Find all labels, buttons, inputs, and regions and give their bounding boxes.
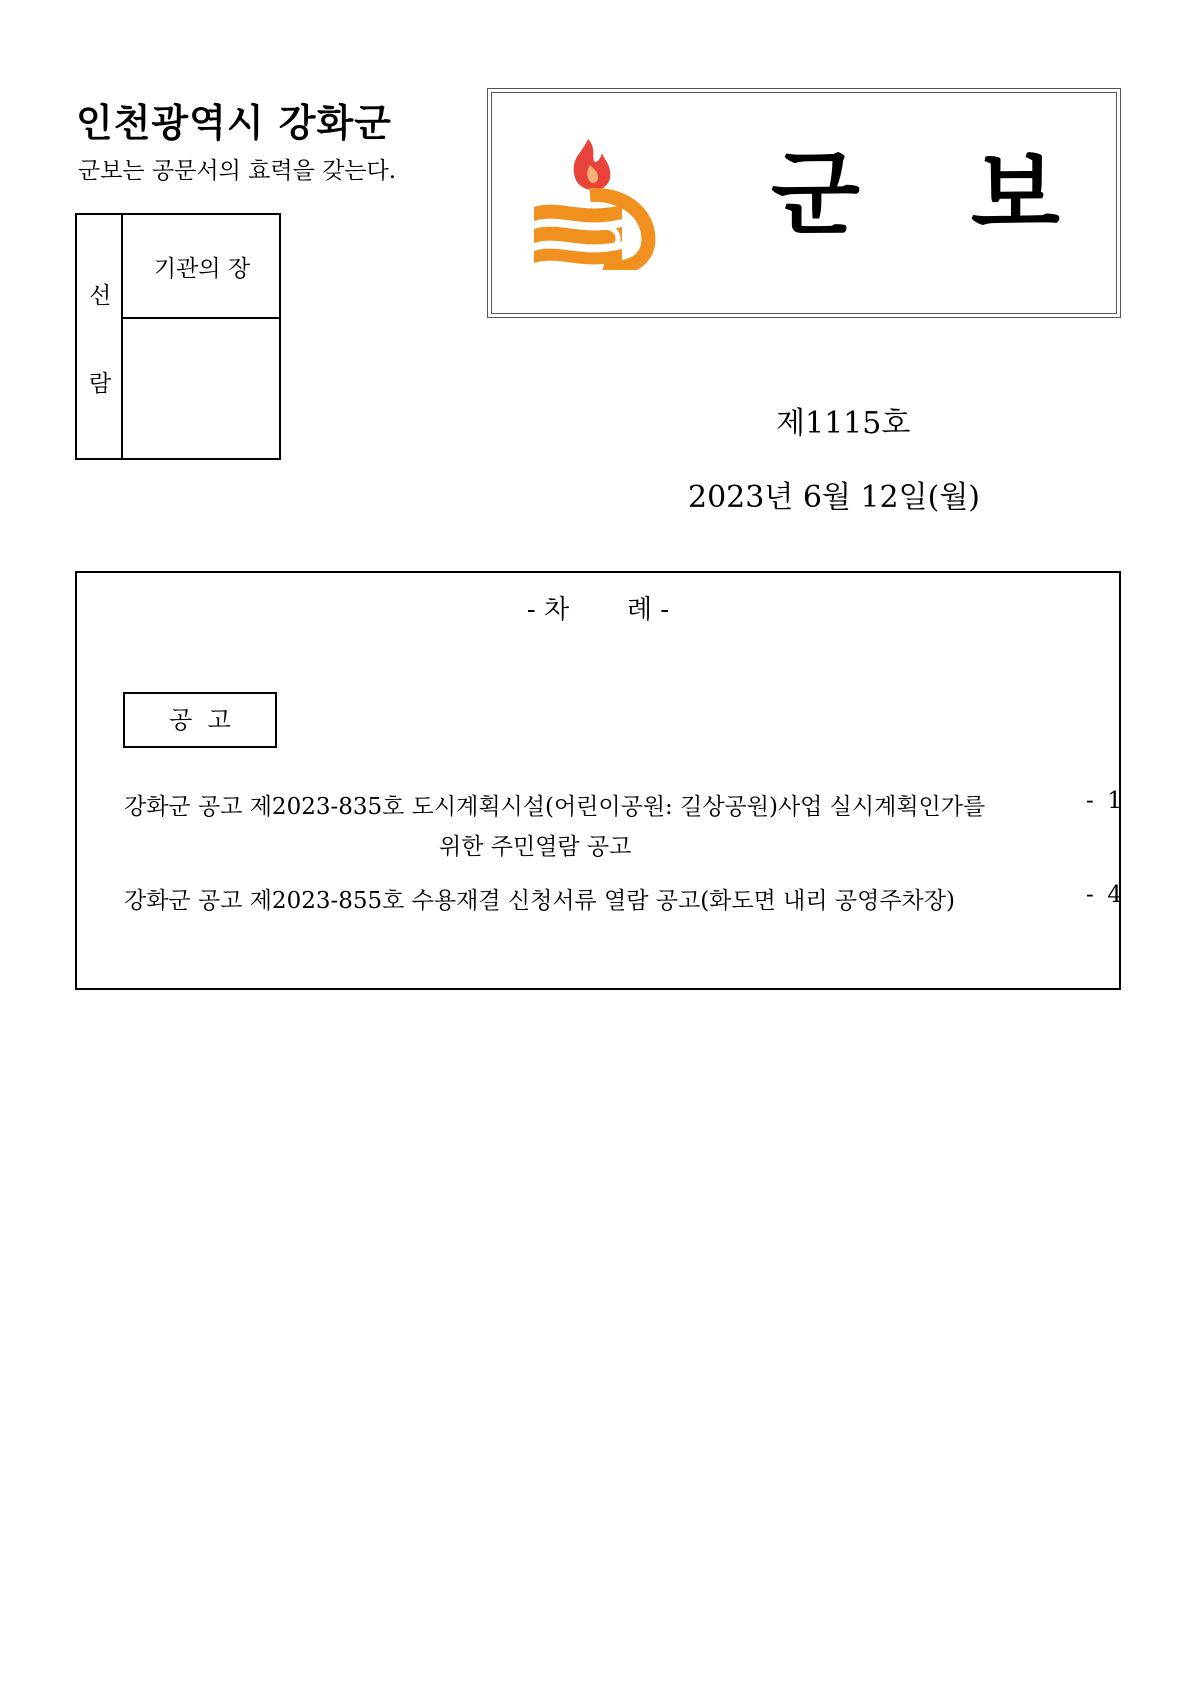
approval-head-label: 기관의 장 [153, 256, 251, 282]
approval-label-ram: 람 [89, 371, 112, 397]
gangwha-emblem-icon [530, 135, 660, 270]
approval-head-cell [123, 215, 281, 319]
entry-page-number: 1 [1107, 788, 1122, 814]
table-of-contents [75, 571, 1121, 990]
section-label-notice: 공 고 [123, 692, 277, 748]
issue-date: 2023년 6월 12일(월) [688, 480, 981, 515]
entry-leader: - [1086, 788, 1094, 814]
bulletin-subtitle: 군보는 공문서의 효력을 갖는다. [78, 158, 397, 184]
organization-name: 인천광역시 강화군 [76, 101, 392, 145]
bulletin-title-box [487, 88, 1121, 318]
approval-left-column [77, 215, 123, 458]
entry-title: 강화군 공고 제2023-835호 도시계획시설(어린이공원: 길상공원)사업 실시계획인가를 [124, 794, 986, 820]
entry-title-continuation: 위한 주민열람 공고 [439, 834, 632, 860]
contents-title: - 차 례 - [526, 595, 670, 625]
approval-box [75, 213, 281, 460]
issue-number: 제1115호 [776, 406, 911, 441]
entry-leader: - [1086, 882, 1094, 908]
title-char-gun: 군 [771, 141, 860, 248]
entry-title: 강화군 공고 제2023-855호 수용재결 신청서류 열람 공고(화도면 내리 공영주차장) [124, 888, 955, 914]
title-char-bo: 보 [971, 141, 1060, 248]
entry-page-number: 4 [1107, 882, 1122, 908]
approval-label-seon: 선 [89, 283, 112, 309]
